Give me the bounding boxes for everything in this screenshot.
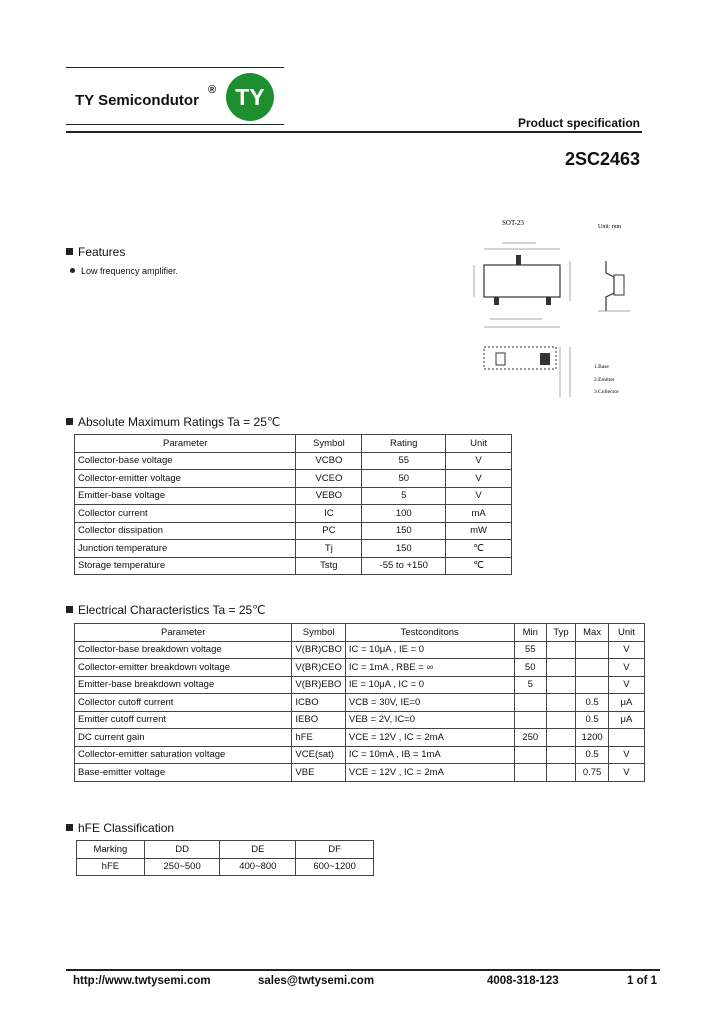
rating-cell: 55 <box>362 452 446 470</box>
parameter-cell: Collector-emitter saturation voltage <box>75 746 292 764</box>
symbol-cell: Tstg <box>296 557 362 575</box>
range-cell: 600~1200 <box>296 858 374 876</box>
table-row <box>75 746 645 764</box>
package-body-top <box>484 265 560 297</box>
table-row <box>75 764 645 782</box>
unit-cell: ℃ <box>446 557 512 575</box>
symbol-cell: V(BR)CBO <box>292 641 345 659</box>
max-cell <box>576 676 609 694</box>
unit-cell: mA <box>446 505 512 523</box>
symbol-cell: IC <box>296 505 362 523</box>
symbol-cell: VCEO <box>296 470 362 488</box>
page-indicator: 1 of 1 <box>627 975 658 987</box>
package-side-view <box>606 261 614 311</box>
condition-cell: VCE = 12V , IC = 2mA <box>345 729 514 747</box>
pin-1-lead <box>494 297 499 305</box>
abs-max-title: Absolute Maximum Ratings Ta = 25℃ <box>78 415 281 429</box>
column-header: Min <box>514 624 546 642</box>
symbol-cell: IEBO <box>292 711 345 729</box>
unit-cell: μA <box>608 711 644 729</box>
column-header: Unit <box>446 435 512 453</box>
min-cell <box>514 694 546 712</box>
table-row <box>75 470 512 488</box>
abs-max-table <box>74 434 512 575</box>
condition-cell: VCB = 30V, IE=0 <box>345 694 514 712</box>
table-header-row <box>75 435 512 453</box>
min-cell: 55 <box>514 641 546 659</box>
column-header: DE <box>220 841 296 859</box>
parameter-cell: Collector-emitter breakdown voltage <box>75 659 292 677</box>
parameter-cell: Collector current <box>75 505 296 523</box>
symbol-cell: PC <box>296 522 362 540</box>
unit-cell: V <box>446 470 512 488</box>
rating-cell: -55 to +150 <box>362 557 446 575</box>
column-header: Symbol <box>296 435 362 453</box>
table-row <box>75 487 512 505</box>
max-cell <box>576 641 609 659</box>
website-link[interactable]: http://www.twtysemi.com <box>73 975 211 987</box>
rating-cell: 5 <box>362 487 446 505</box>
condition-cell: IC = 10μA , IE = 0 <box>345 641 514 659</box>
unit-cell: mW <box>446 522 512 540</box>
document-type: Product specification <box>517 116 640 130</box>
table-row <box>75 452 512 470</box>
min-cell <box>514 764 546 782</box>
max-cell: 0.5 <box>576 694 609 712</box>
typ-cell <box>546 641 575 659</box>
unit-cell: V <box>608 659 644 677</box>
column-header: DF <box>296 841 374 859</box>
hfe-class-title: hFE Classification <box>78 821 175 835</box>
column-header: Parameter <box>75 624 292 642</box>
column-header: Marking <box>77 841 145 859</box>
unit-cell: V <box>446 452 512 470</box>
range-cell: 400~800 <box>220 858 296 876</box>
table-row <box>75 505 512 523</box>
typ-cell <box>546 694 575 712</box>
features-title: Features <box>78 245 126 259</box>
max-cell: 0.5 <box>576 711 609 729</box>
column-header: Unit <box>608 624 644 642</box>
elec-char-title: Electrical Characteristics Ta = 25℃ <box>78 603 266 617</box>
abs-max-heading <box>66 415 280 429</box>
row-label-cell: hFE <box>77 858 145 876</box>
parameter-cell: Collector cutoff current <box>75 694 292 712</box>
table-row <box>75 641 645 659</box>
min-cell: 50 <box>514 659 546 677</box>
table-row <box>75 522 512 540</box>
range-cell: 250~500 <box>144 858 220 876</box>
unit-cell: V <box>608 764 644 782</box>
table-row <box>75 659 645 677</box>
company-name: TY Semicondutor <box>75 92 199 109</box>
parameter-cell: Storage temperature <box>75 557 296 575</box>
max-cell <box>576 659 609 677</box>
feature-item <box>70 266 178 276</box>
table-row <box>75 711 645 729</box>
pin-label-3: 3.Collector <box>594 389 619 395</box>
typ-cell <box>546 659 575 677</box>
spec-rule <box>66 131 642 133</box>
symbol-cell: VEBO <box>296 487 362 505</box>
column-header: DD <box>144 841 220 859</box>
table-row <box>75 557 512 575</box>
symbol-cell: ICBO <box>292 694 345 712</box>
min-cell <box>514 711 546 729</box>
parameter-cell: Emitter-base breakdown voltage <box>75 676 292 694</box>
max-cell: 0.75 <box>576 764 609 782</box>
parameter-cell: Collector dissipation <box>75 522 296 540</box>
symbol-cell: Tj <box>296 540 362 558</box>
condition-cell: IE = 10μA , IC = 0 <box>345 676 514 694</box>
typ-cell <box>546 729 575 747</box>
section-bullet-icon <box>66 606 73 613</box>
section-bullet-icon <box>66 248 73 255</box>
condition-cell: IC = 10mA , IB = 1mA <box>345 746 514 764</box>
parameter-cell: Collector-base breakdown voltage <box>75 641 292 659</box>
rating-cell: 150 <box>362 522 446 540</box>
section-bullet-icon <box>66 418 73 425</box>
hfe-class-table <box>76 840 374 876</box>
symbol-cell: hFE <box>292 729 345 747</box>
table-row <box>77 858 374 876</box>
parameter-cell: Collector-base voltage <box>75 452 296 470</box>
unit-cell: μA <box>608 694 644 712</box>
typ-cell <box>546 764 575 782</box>
symbol-cell: VCE(sat) <box>292 746 345 764</box>
column-header: Max <box>576 624 609 642</box>
company-logo: TY <box>226 73 274 121</box>
parameter-cell: Junction temperature <box>75 540 296 558</box>
max-cell: 0.5 <box>576 746 609 764</box>
table-row <box>75 676 645 694</box>
unit-cell: ℃ <box>446 540 512 558</box>
symbol-cell: V(BR)EBO <box>292 676 345 694</box>
symbol-cell: VCBO <box>296 452 362 470</box>
unit-cell: V <box>608 641 644 659</box>
min-cell: 5 <box>514 676 546 694</box>
registered-mark: ® <box>208 84 217 96</box>
parameter-cell: Emitter-base voltage <box>75 487 296 505</box>
unit-cell: V <box>608 676 644 694</box>
rating-cell: 150 <box>362 540 446 558</box>
header-bottom-rule <box>66 124 284 125</box>
condition-cell: VCE = 12V , IC = 2mA <box>345 764 514 782</box>
parameter-cell: DC current gain <box>75 729 292 747</box>
table-row <box>75 694 645 712</box>
package-outline-drawing <box>466 215 650 400</box>
elec-char-heading <box>66 603 266 617</box>
min-cell <box>514 746 546 764</box>
condition-cell: VEB = 2V, IC=0 <box>345 711 514 729</box>
typ-cell <box>546 676 575 694</box>
pin-label-1: 1.Base <box>594 364 609 370</box>
rating-cell: 100 <box>362 505 446 523</box>
column-header: Typ <box>546 624 575 642</box>
max-cell: 1200 <box>576 729 609 747</box>
package-name: SOT-23 <box>502 219 524 227</box>
column-header: Testconditons <box>345 624 514 642</box>
symbol-cell: VBE <box>292 764 345 782</box>
email-link[interactable]: sales@twtysemi.com <box>258 975 375 987</box>
typ-cell <box>546 711 575 729</box>
rating-cell: 50 <box>362 470 446 488</box>
elec-char-table <box>74 623 645 782</box>
table-header-row <box>77 841 374 859</box>
column-header: Parameter <box>75 435 296 453</box>
unit-cell: V <box>608 746 644 764</box>
pin-2-lead <box>546 297 551 305</box>
parameter-cell: Collector-emitter voltage <box>75 470 296 488</box>
typ-cell <box>546 746 575 764</box>
parameter-cell: Base-emitter voltage <box>75 764 292 782</box>
header-top-rule <box>66 67 284 68</box>
unit-cell: V <box>446 487 512 505</box>
parameter-cell: Emitter cutoff current <box>75 711 292 729</box>
table-header-row <box>75 624 645 642</box>
unit-cell <box>608 729 644 747</box>
feature-text: Low frequency amplifier. <box>81 266 179 276</box>
column-header: Rating <box>362 435 446 453</box>
hfe-class-heading <box>66 821 174 835</box>
phone-number: 4008-318-123 <box>487 975 559 987</box>
part-number: 2SC2463 <box>564 149 640 169</box>
section-bullet-icon <box>66 824 73 831</box>
unit-note: Unit: mm <box>598 224 622 230</box>
features-heading <box>66 245 125 259</box>
min-cell: 250 <box>514 729 546 747</box>
table-row <box>75 729 645 747</box>
condition-cell: IC = 1mA , RBE = ∞ <box>345 659 514 677</box>
pin-3-lead <box>516 255 521 265</box>
table-row <box>75 540 512 558</box>
column-header: Symbol <box>292 624 345 642</box>
symbol-cell: V(BR)CEO <box>292 659 345 677</box>
bullet-dot-icon <box>70 268 75 273</box>
footer-rule <box>66 969 660 971</box>
pin-label-2: 2.Emitter <box>594 377 615 383</box>
